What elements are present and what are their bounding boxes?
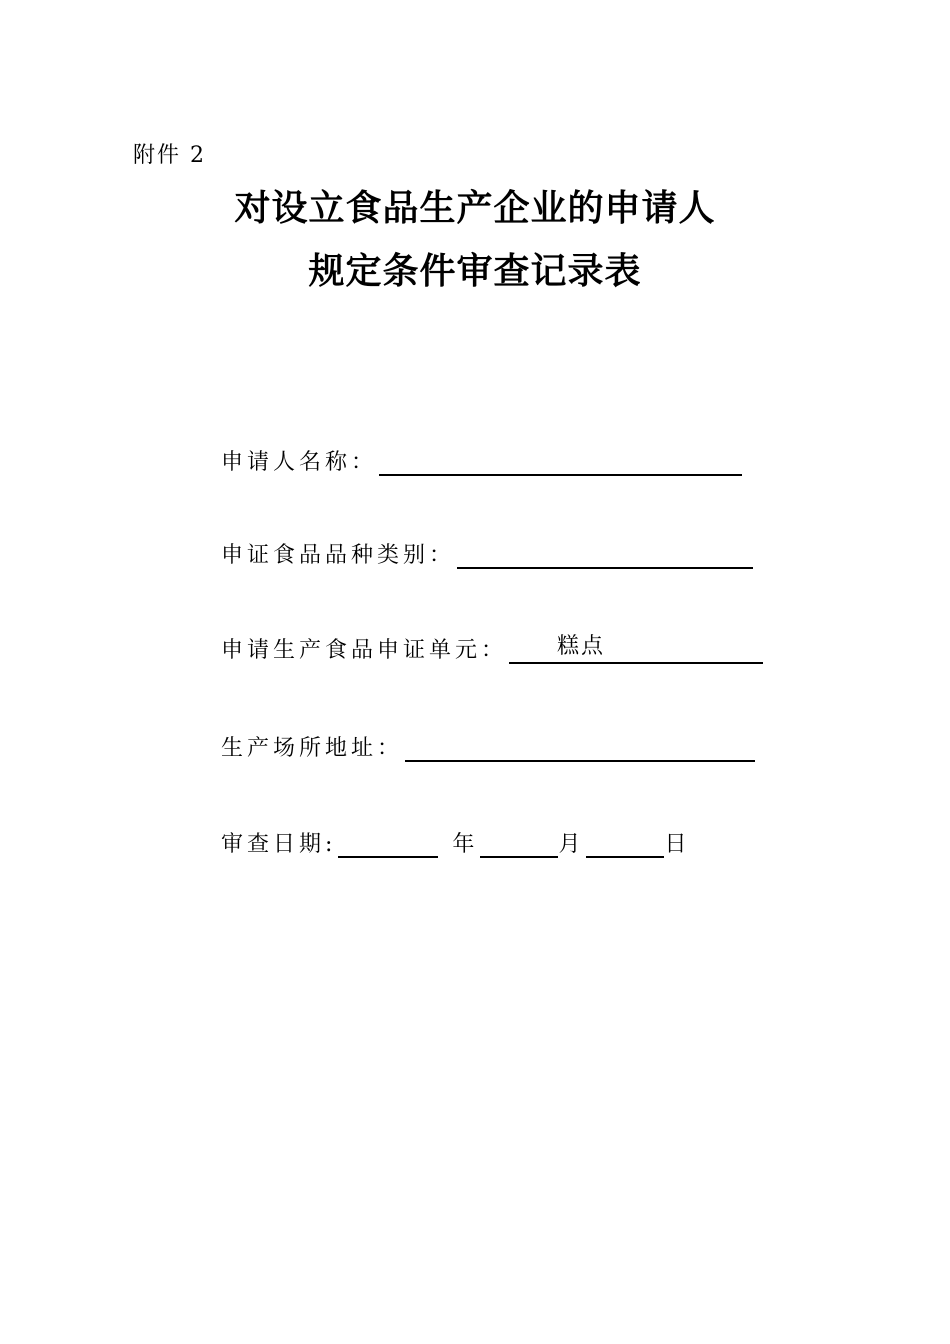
production-address-label: 生产场所地址： [221, 736, 404, 761]
review-date-row [221, 824, 690, 858]
production-address-row [221, 728, 755, 762]
applicant-name-row [221, 442, 742, 476]
food-category-row [221, 535, 753, 569]
applicant-name-label: 申请人名称： [221, 450, 378, 475]
year-unit-label: 年 [452, 832, 479, 857]
review-date-label: 审查日期: [221, 832, 337, 857]
production-address-field[interactable] [405, 732, 755, 762]
production-unit-field[interactable] [509, 634, 763, 664]
review-day-field[interactable] [586, 828, 664, 858]
production-unit-label: 申请生产食品申证单元： [221, 638, 508, 663]
month-unit-label: 月 [558, 832, 585, 857]
review-month-field[interactable] [480, 828, 558, 858]
production-unit-value: 糕点 [557, 634, 606, 659]
review-year-field[interactable] [338, 828, 438, 858]
day-unit-label: 日 [664, 832, 691, 857]
food-category-field[interactable] [457, 539, 753, 569]
document-title-line-2: 规定条件审查记录表 [308, 250, 642, 292]
applicant-name-field[interactable] [379, 446, 742, 476]
document-title-line-1: 对设立食品生产企业的申请人 [234, 187, 716, 229]
food-category-label: 申证食品品种类别： [221, 543, 456, 568]
production-unit-row [221, 630, 763, 664]
attachment-label: 附件 2 [133, 143, 206, 168]
